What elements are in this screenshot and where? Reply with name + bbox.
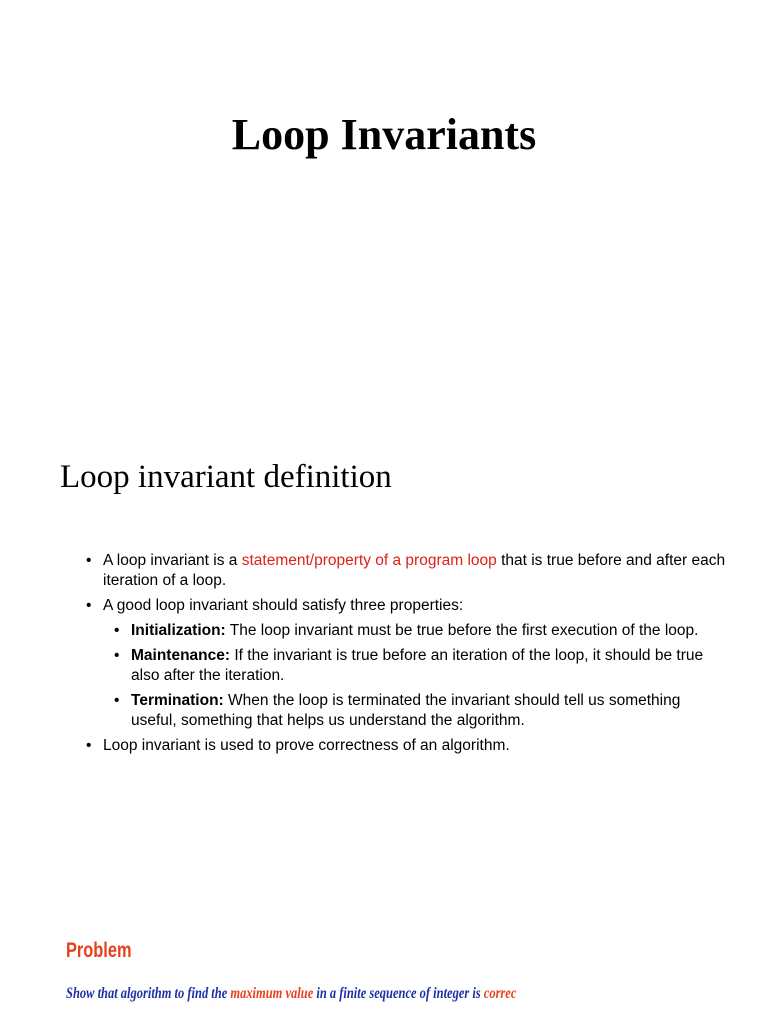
property-term: Termination:	[131, 692, 224, 709]
bullet-dot: •	[114, 647, 120, 664]
sub-bullet-initialization	[114, 621, 726, 641]
property-term: Maintenance:	[131, 647, 231, 664]
bullet-text: A loop invariant is a	[103, 552, 242, 569]
bullet-text: Loop invariant is used to prove correctness of an algorithm.	[103, 737, 510, 754]
problem-highlight: correc	[483, 985, 517, 1002]
bullet-text: A good loop invariant should satisfy three properties:	[103, 597, 464, 614]
bullet-dot: •	[86, 552, 92, 569]
property-text: If the invariant is true before an iteration of the loop, it should be true also after the iteration.	[131, 647, 704, 684]
bullet-properties	[86, 596, 726, 616]
bullet-correctness	[86, 736, 726, 756]
property-term: Initialization:	[131, 622, 226, 639]
definition-bullet-list	[86, 551, 726, 761]
highlight-phrase: statement/property of a program loop	[241, 552, 497, 569]
problem-highlight: maximum value	[230, 985, 314, 1002]
problem-statement	[66, 983, 550, 1005]
bullet-definition	[86, 551, 726, 591]
problem-text: in a finite sequence of integer is	[313, 985, 484, 1002]
bullet-dot: •	[86, 737, 92, 754]
bullet-dot: •	[86, 597, 92, 614]
problem-title: Problem	[66, 939, 132, 962]
bullet-text: that is true before and after each iteration of a loop.	[103, 552, 726, 589]
bullet-dot: •	[114, 692, 120, 709]
sub-bullet-termination	[114, 691, 726, 731]
slide-title: Loop Invariants	[231, 110, 537, 159]
bullet-dot: •	[114, 622, 120, 639]
sub-bullet-maintenance	[114, 646, 726, 686]
property-text: When the loop is terminated the invariant should tell us something useful, something that helps us understand the algorithm.	[131, 692, 681, 729]
problem-text: Show that algorithm to find the	[66, 985, 231, 1002]
section-heading: Loop invariant definition	[60, 459, 392, 495]
property-text: The loop invariant must be true before the first execution of the loop.	[225, 622, 699, 639]
problem-statement-clip	[0, 975, 553, 1015]
